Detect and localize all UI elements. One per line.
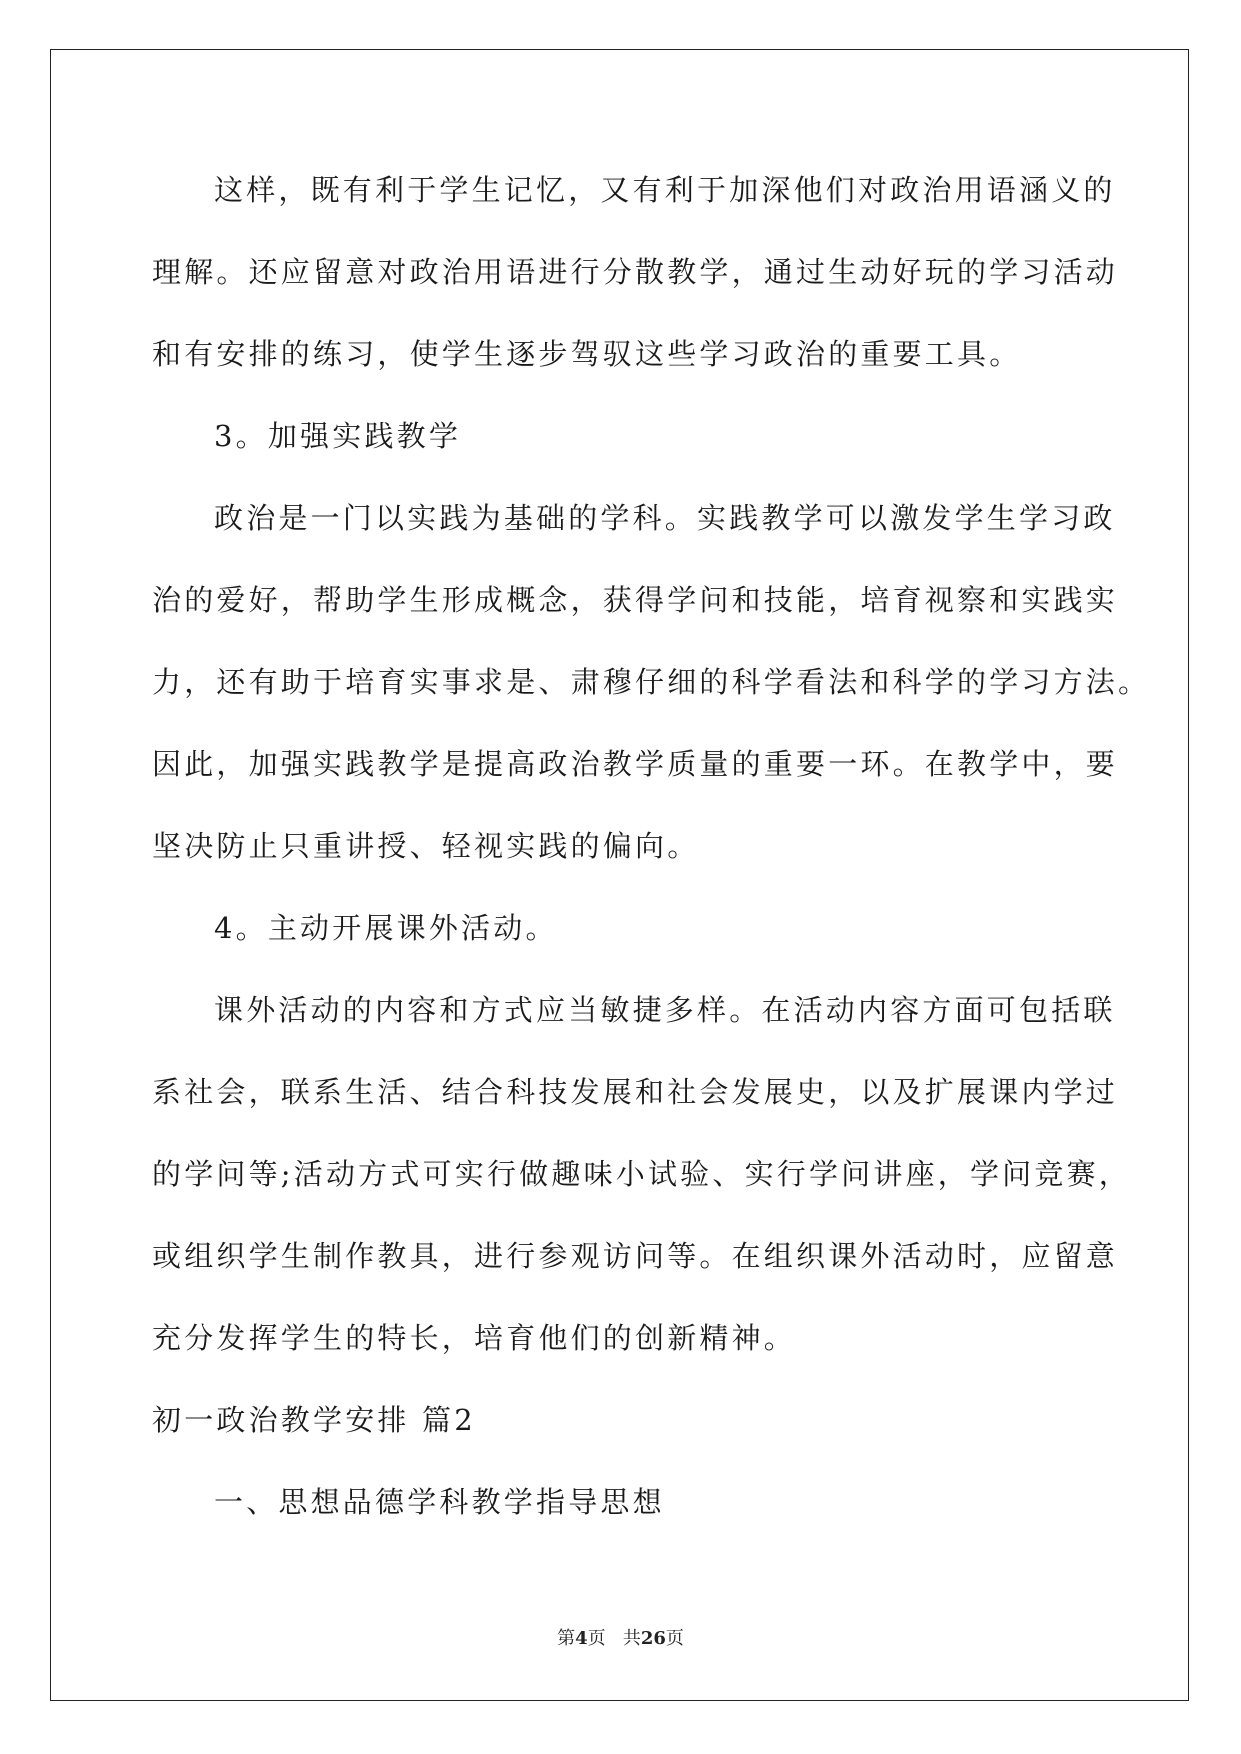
text-line: 和有安排的练习，使学生逐步驾驭这些学习政治的重要工具。 bbox=[152, 337, 1022, 371]
text-line: 这样，既有利于学生记忆，又有利于加深他们对政治用语涵义的 bbox=[214, 173, 1116, 207]
current-page-number: 4 bbox=[575, 1628, 588, 1649]
text-line: 政治是一门以实践为基础的学科。实践教学可以激发学生学习政 bbox=[214, 501, 1116, 535]
text-line: 或组织学生制作教具，进行参观访问等。在组织课外活动时，应留意 bbox=[152, 1239, 1119, 1273]
footer-page-suffix: 页 bbox=[587, 1628, 606, 1649]
footer-prefix: 第 bbox=[557, 1628, 576, 1649]
page-footer bbox=[0, 1624, 1241, 1650]
text-line: 因此，加强实践教学是提高政治教学质量的重要一环。在教学中，要 bbox=[152, 747, 1119, 781]
section-heading: 3。加强实践教学 bbox=[214, 419, 462, 453]
text-line: 课外活动的内容和方式应当敏捷多样。在活动内容方面可包括联 bbox=[214, 993, 1116, 1027]
footer-total-prefix: 共 bbox=[622, 1628, 641, 1649]
document-body bbox=[152, 160, 1151, 1554]
article-title: 初一政治教学安排 篇2 bbox=[152, 1403, 476, 1437]
section-heading: 一、思想品德学科教学指导思想 bbox=[214, 1485, 665, 1519]
total-pages-number: 26 bbox=[640, 1628, 666, 1649]
text-line: 治的爱好，帮助学生形成概念，获得学问和技能，培育视察和实践实 bbox=[152, 583, 1119, 617]
text-line: 力，还有助于培育实事求是、肃穆仔细的科学看法和科学的学习方法。 bbox=[152, 665, 1151, 699]
text-line: 的学问等;活动方式可实行做趣味小试验、实行学问讲座，学问竞赛， bbox=[152, 1157, 1131, 1191]
text-line: 坚决防止只重讲授、轻视实践的偏向。 bbox=[152, 829, 700, 863]
section-heading: 4。主动开展课外活动。 bbox=[214, 911, 558, 945]
text-line: 充分发挥学生的特长，培育他们的创新精神。 bbox=[152, 1321, 797, 1355]
footer-total-suffix: 页 bbox=[665, 1628, 684, 1649]
text-line: 系社会，联系生活、结合科技发展和社会发展史，以及扩展课内学过 bbox=[152, 1075, 1119, 1109]
text-line: 理解。还应留意对政治用语进行分散教学，通过生动好玩的学习活动 bbox=[152, 255, 1119, 289]
